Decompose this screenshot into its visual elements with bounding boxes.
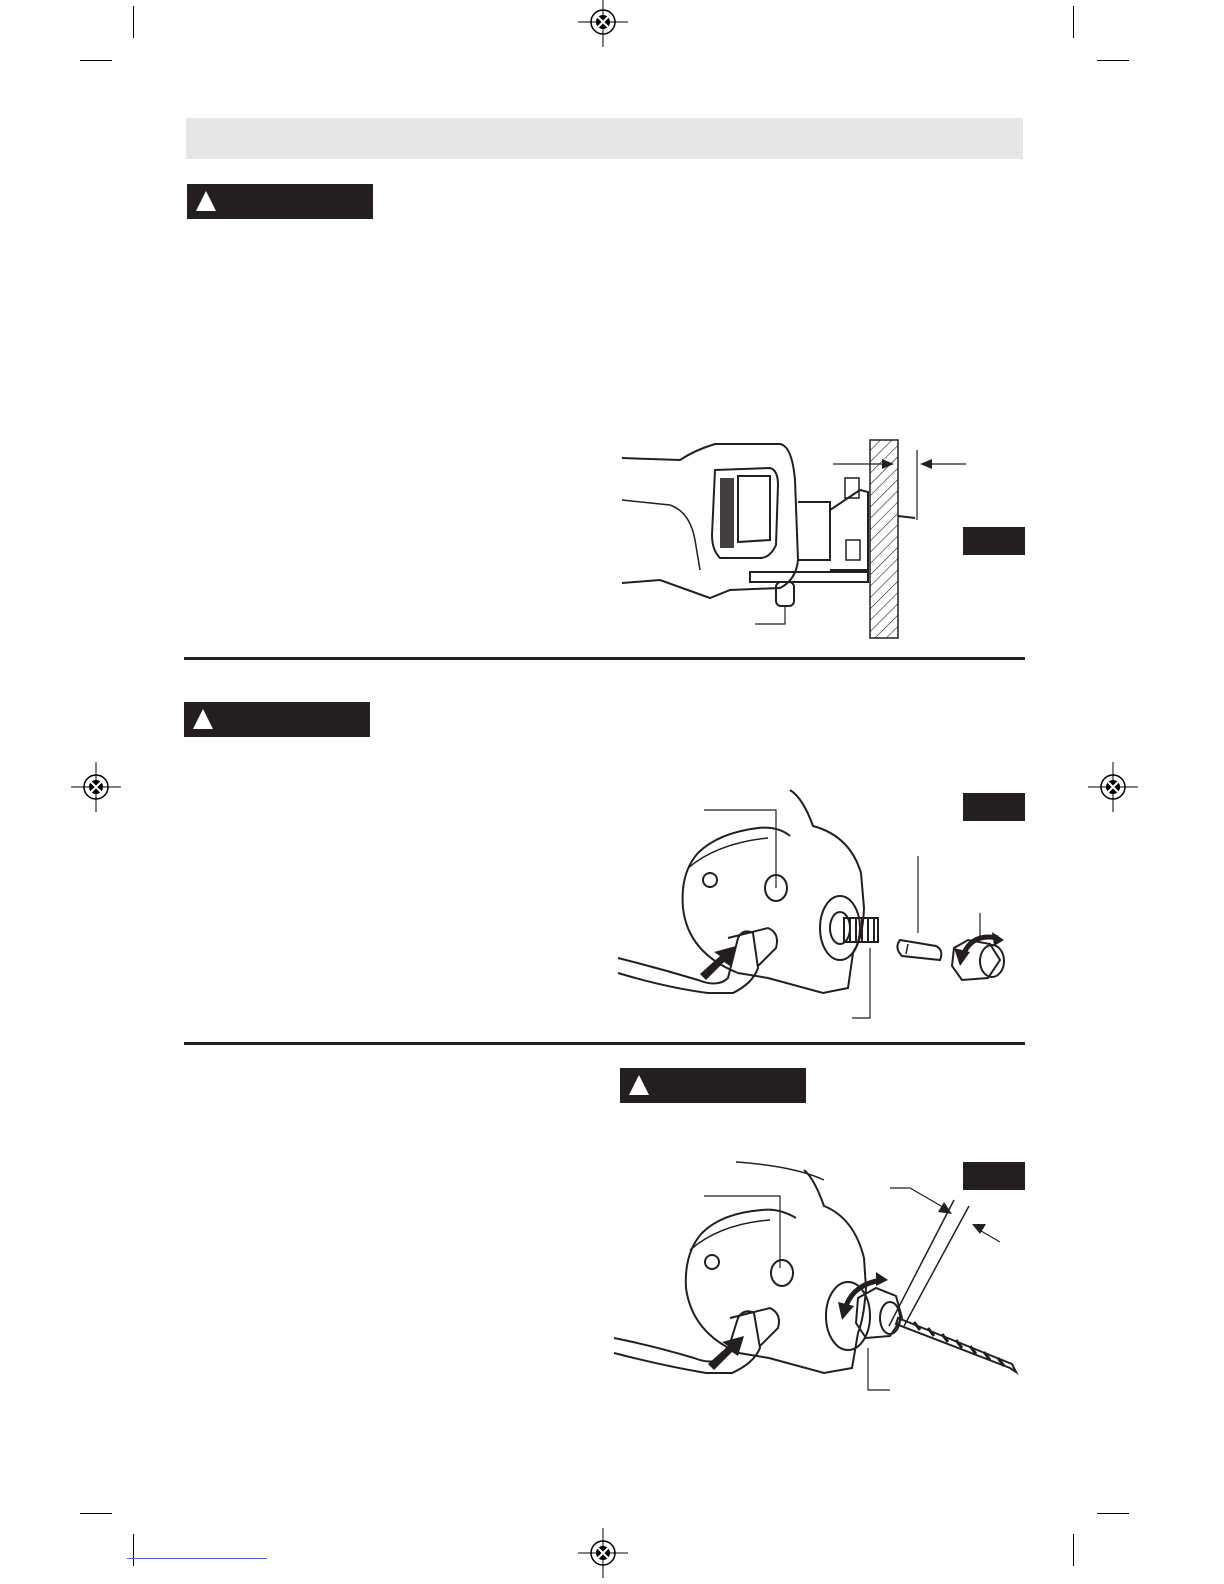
crop-mark-bottom-left-horizontal [80,1513,112,1514]
figure-1-depth-adjustment-illustration [620,440,980,640]
warning-banner-3 [620,1068,806,1103]
warning-banner-1 [187,184,373,219]
figure-1-tag [963,527,1025,555]
registration-mark-top-icon [578,0,628,47]
crop-mark-top-left-horizontal [80,60,112,61]
crop-mark-top-right-horizontal [1097,60,1129,61]
bottom-accent-line [127,1558,267,1559]
warning-banner-2 [184,702,370,737]
section-divider-1 [184,657,1025,660]
registration-mark-left-icon [71,762,121,812]
crop-mark-bottom-right-horizontal [1097,1513,1129,1514]
crop-mark-top-left-vertical [133,6,134,38]
figure-2-collet-installation-illustration [618,788,1018,1023]
figure-3-bit-installation-illustration [614,1158,1024,1398]
warning-triangle-icon [628,1074,650,1096]
section-divider-2 [184,1042,1025,1045]
crop-mark-bottom-right-vertical [1073,1534,1074,1566]
warning-triangle-icon [195,190,217,212]
registration-mark-bottom-icon [578,1528,628,1578]
warning-triangle-icon [192,708,214,730]
crop-mark-top-right-vertical [1073,6,1074,38]
section-header-band [186,118,1023,159]
crop-mark-bottom-left-vertical [133,1534,134,1566]
wall-section [870,440,898,638]
registration-mark-right-icon [1088,762,1138,812]
